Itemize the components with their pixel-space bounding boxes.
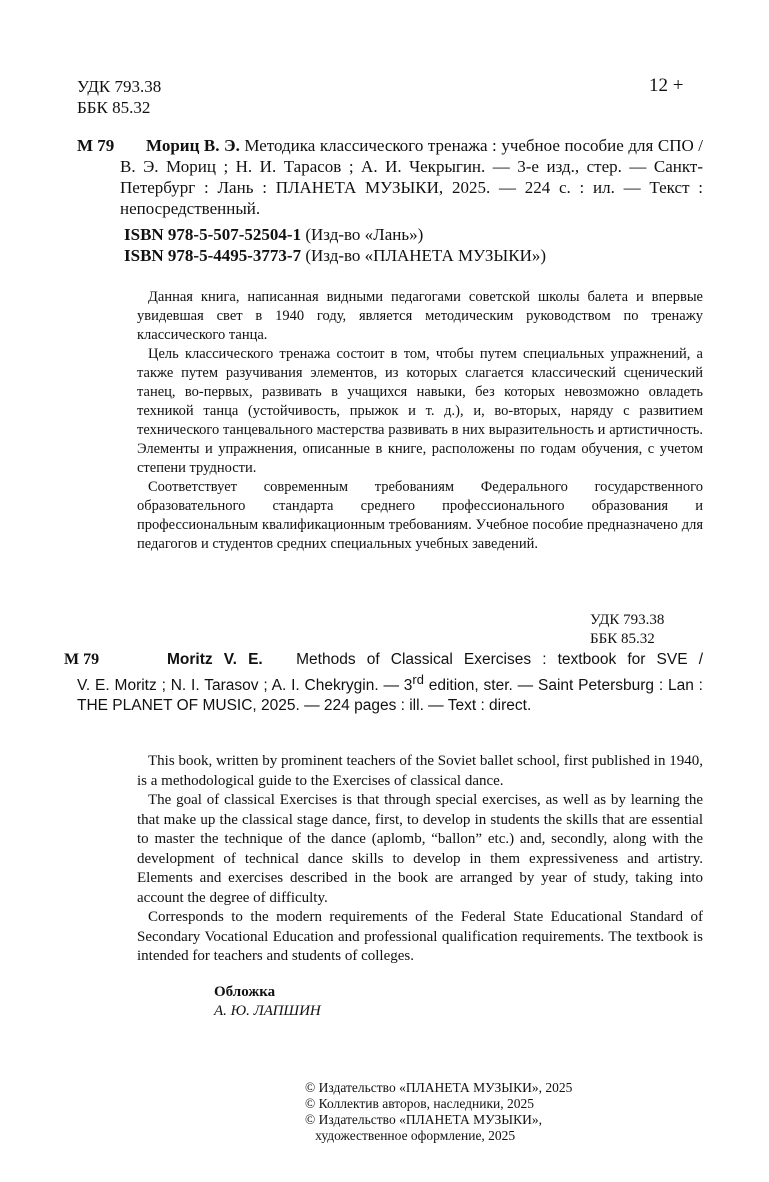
cover-artist: А. Ю. ЛАПШИН (214, 1003, 321, 1019)
udk-code: УДК 793.38 (77, 77, 162, 96)
copyright-line: © Коллектив авторов, наследники, 2025 (305, 1096, 534, 1111)
bbk-code: ББК 85.32 (590, 631, 655, 647)
classification-block (77, 76, 161, 118)
author-name: Мориц В. Э. (146, 136, 240, 155)
copyright-line: © Издательство «ПЛАНЕТА МУЗЫКИ», (305, 1112, 542, 1127)
isbn-lan: ISBN 978-5-507-52504-1 (124, 225, 302, 244)
edition-superscript: rd (412, 672, 424, 687)
en-abstract (137, 752, 703, 967)
en-bibliographic-entry (64, 650, 704, 716)
imprint-text: edition, ster. — Saint Petersburg : Lan : THE PLANET OF MUSIC, 2025. — 224 pages : ill. — Text : direct. (77, 677, 703, 715)
en-abstract-paragraph: The goal of classical Exercises is that through special exercises, as well as by learning the that make up the classical stage dance, first, to develop in students the skills that are essential to master the technique of the dance (aplomb, “ballon” etc.) and, secondly, along with the development of technical dance skills to develop in them expressiveness and artistry. Elements and exercises described in the book are arranged by year of study, taking into account the degree of difficulty. (137, 792, 703, 906)
title-text: Methods of Classical Exercises : textbook for SVE / (296, 651, 704, 668)
isbn-planet: ISBN 978-5-4495-3773-7 (124, 246, 302, 265)
en-abstract-paragraph: This book, written by prominent teachers of the Soviet ballet school, first published in 1940, is a methodological guide to the Exercises of classical dance. (137, 753, 703, 789)
ru-abstract-paragraph: Соответствует современным требованиям Федерального государственного образовательного стандарта среднего профессионального образования и профессиональным квалификационным требованиям. Учебное пособие предназначено для педагогов и студентов средних специальных учебных заведений. (137, 479, 703, 552)
bbk-code: ББК 85.32 (77, 98, 151, 117)
en-abstract-paragraph: Corresponds to the modern requirements of the Federal State Educational Standard of Secondary Vocational Education and professional qualification requirements. The textbook is intended for teachers and students of colleges. (137, 909, 703, 964)
isbn-block (124, 224, 546, 266)
author-cipher: М 79 (77, 136, 115, 155)
copyright-line: художественное оформление, 2025 (305, 1128, 516, 1143)
bibliographic-description: Методика классического тренажа : учебное пособие для СПО / В. Э. Мориц ; Н. И. Тарасов ; А. И. Чекрыгин. — 3-е изд., стер. — Санкт-Петербург : Лань : ПЛАНЕТА МУЗЫКИ, 2025. — 224 с. : ил. — Текст : непосредственный. (120, 136, 704, 218)
copyright-line: © Издательство «ПЛАНЕТА МУЗЫКИ», 2025 (305, 1080, 573, 1095)
cover-heading: Обложка (214, 984, 276, 1000)
udk-code: УДК 793.38 (590, 612, 665, 628)
isbn-planet-note: (Изд-во «ПЛАНЕТА МУЗЫКИ») (305, 246, 547, 265)
isbn-lan-note: (Изд-во «Лань») (305, 225, 424, 244)
en-classification-block (590, 611, 664, 649)
copyright-block (305, 1080, 572, 1144)
age-rating: 12 + (649, 75, 684, 96)
author-cipher: M 79 (64, 651, 100, 668)
ru-bibliographic-entry (77, 135, 703, 219)
authors-text: V. E. Moritz ; N. I. Tarasov ; A. I. Chekrygin. — 3 (77, 677, 413, 695)
author-name: Moritz V. E. (167, 651, 263, 668)
ru-abstract-paragraph: Данная книга, написанная видными педагогами советской школы балета и впервые увидевшая свет в 1940 году, является методическим руководством по тренажу классического танца. (137, 289, 703, 343)
ru-abstract-paragraph: Цель классического тренажа состоит в том, чтобы путем специальных упражнений, а также путем разучивания элементов, из которых слагается классический сценический танец, во-первых, развивать в учащихся навыки, без которых невозможно овладеть техникой танца (устойчивость, прыжок и т. д.), и, во-вторых, наряду с развитием технического танцевального мастерства развивать в них выразительность и артистичность. Элементы и упражнения, описанные в книге, расположены по годам обучения, с учетом степени трудности. (137, 346, 703, 476)
ru-abstract (137, 288, 703, 554)
cover-credit (214, 983, 321, 1021)
